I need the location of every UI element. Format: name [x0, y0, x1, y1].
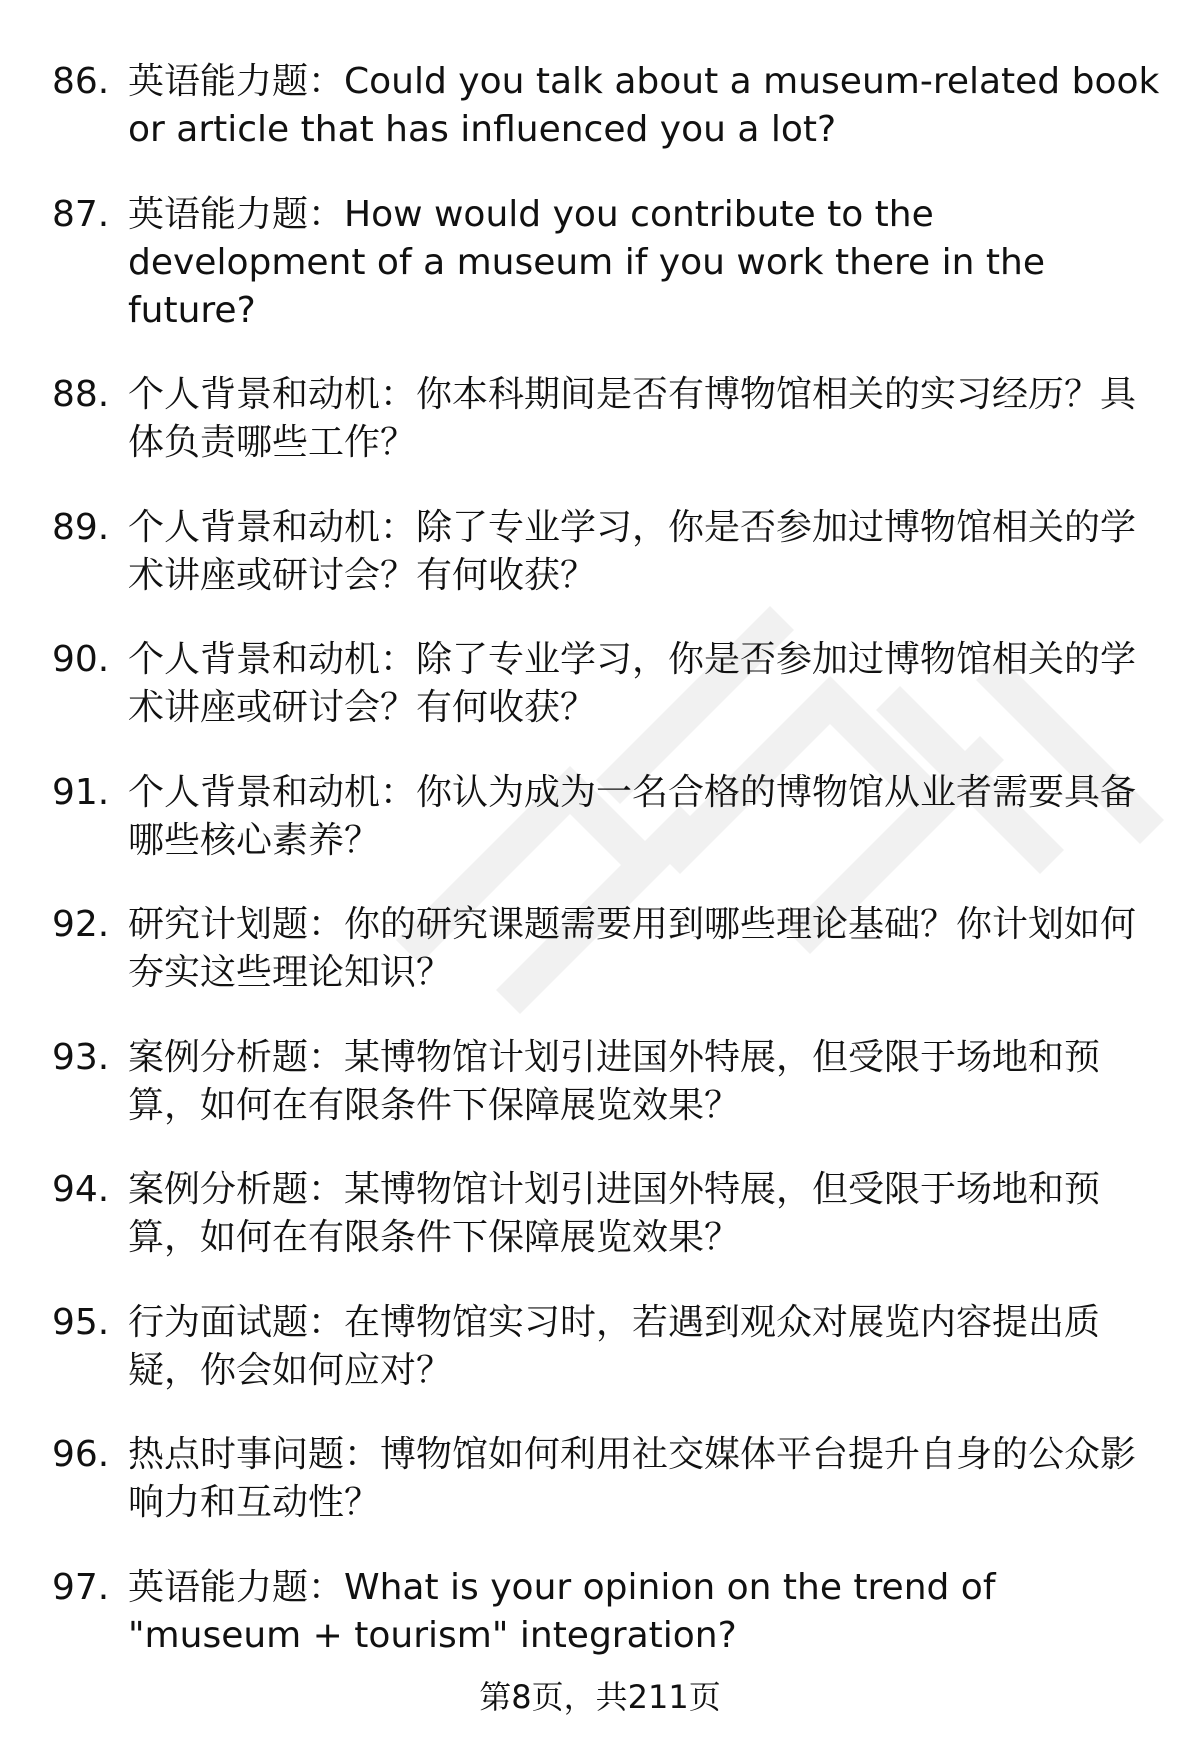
question-item-92	[52, 901, 1162, 997]
question-number: 93.	[52, 1036, 110, 1078]
question-number: 88.	[52, 374, 110, 415]
question-number: 96.	[52, 1434, 110, 1475]
question-text: 行为面试题：在博物馆实习时，若遇到观众对展览内容提出质疑，你会如何应对？	[128, 1301, 1101, 1391]
question-text: 案例分析题：某博物馆计划引进国外特展，但受限于场地和预算，如何在有限条件下保障展览效果？	[128, 1169, 1101, 1258]
question-number: 89.	[52, 506, 110, 548]
question-item-90	[52, 636, 1162, 732]
question-number: 86.	[52, 61, 110, 102]
question-item-86	[52, 58, 1162, 154]
question-item-94	[52, 1166, 1162, 1262]
question-text: 案例分析题：某博物馆计划引进国外特展，但受限于场地和预算，如何在有限条件下保障展览效果？	[128, 1036, 1101, 1126]
question-number: 90.	[52, 639, 110, 680]
question-text: 英语能力题：Could you talk about a museum-related book or article that has influenced you a lot?	[128, 61, 1160, 150]
question-item-97	[52, 1564, 1162, 1660]
question-number: 87.	[52, 193, 110, 235]
question-item-89	[52, 504, 1162, 600]
question-item-88	[52, 371, 1162, 467]
question-text: 个人背景和动机：你认为成为一名合格的博物馆从业者需要具备哪些核心素养？	[128, 771, 1137, 861]
question-item-93	[52, 1034, 1162, 1130]
question-item-87	[52, 191, 1162, 335]
question-text: 热点时事问题：博物馆如何利用社交媒体平台提升自身的公众影响力和互动性？	[128, 1434, 1137, 1523]
question-text: 英语能力题：How would you contribute to the development of a museum if you work there in the future?	[128, 193, 1045, 331]
question-text: 个人背景和动机：除了专业学习，你是否参加过博物馆相关的学术讲座或研讨会？有何收获？	[128, 639, 1137, 728]
question-text: 研究计划题：你的研究课题需要用到哪些理论基础？你计划如何夯实这些理论知识？	[128, 904, 1137, 993]
question-item-95	[52, 1299, 1162, 1395]
question-number: 91.	[52, 771, 110, 813]
question-item-96	[52, 1431, 1162, 1527]
question-text: 个人背景和动机：你本科期间是否有博物馆相关的实习经历？具体负责哪些工作？	[128, 374, 1137, 463]
question-text: 个人背景和动机：除了专业学习，你是否参加过博物馆相关的学术讲座或研讨会？有何收获？	[128, 506, 1137, 596]
question-item-91	[52, 769, 1162, 865]
question-text: 英语能力题：What is your opinion on the trend of "museum + tourism" integration?	[128, 1566, 996, 1656]
question-number: 95.	[52, 1301, 110, 1343]
question-number: 92.	[52, 904, 110, 945]
page-number: 第8页，共211页	[479, 1678, 721, 1716]
question-number: 94.	[52, 1169, 110, 1210]
question-number: 97.	[52, 1566, 110, 1608]
question-list	[52, 58, 1162, 1696]
